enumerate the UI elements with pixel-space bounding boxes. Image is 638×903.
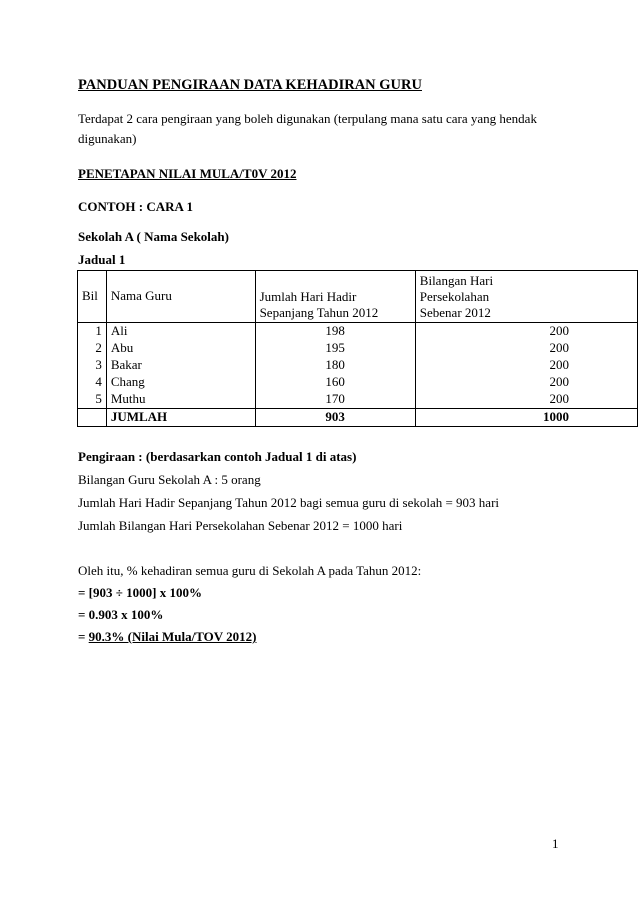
header-bil: Bil [78,271,107,323]
section-title: PENETAPAN NILAI MULA/T0V 2012 [78,166,297,181]
header-hari-line-2: Persekolahan [419,289,490,304]
header-hari-line-1: Bilangan Hari [419,273,494,288]
table-total-row [78,409,638,427]
cell-nama: Abu [106,340,255,357]
cell-nama: Muthu [106,391,255,409]
cell-nama: Bakar [106,357,255,374]
cell-total-label: JUMLAH [106,409,255,427]
formula-step-1: = [903 ÷ 1000] x 100% [78,585,202,600]
header-jumlah-hari-hadir [255,271,415,323]
cell-hari: 200 [415,357,637,374]
intro-paragraph: Terdapat 2 cara pengiraan yang boleh digunakan (terpulang mana satu cara yang hendak digunakan) [78,111,537,146]
school-line: Sekolah A ( Nama Sekolah) [78,229,229,244]
formula-step-3-prefix: = [78,629,89,644]
attendance-table [77,270,638,427]
example-title: CONTOH : CARA 1 [78,199,193,214]
header-bilangan-hari [415,271,637,323]
cell-total-hadir: 903 [255,409,415,427]
table-row [78,340,638,357]
therefore-line: Oleh itu, % kehadiran semua guru di Sekolah A pada Tahun 2012: [78,563,422,578]
cell-bil: 5 [78,391,107,409]
header-hadir-line-2: Sepanjang Tahun 2012 [259,305,379,320]
calculation-title: Pengiraan : (berdasarkan contoh Jadual 1 di atas) [78,449,357,464]
cell-hari: 200 [415,391,637,409]
cell-total-hari: 1000 [415,409,637,427]
header-hari-line-3: Sebenar 2012 [419,305,491,320]
formula-step-3 [78,629,256,645]
cell-bil: 3 [78,357,107,374]
cell-bil: 2 [78,340,107,357]
table-header-row [78,271,638,323]
cell-hadir: 160 [255,374,415,391]
table-row [78,357,638,374]
cell-hari: 200 [415,323,637,341]
cell-bil: 4 [78,374,107,391]
cell-hadir: 198 [255,323,415,341]
sum-days-line: Jumlah Bilangan Hari Persekolahan Sebenar 2012 = 1000 hari [78,518,403,533]
header-hadir-line-1: Jumlah Hari Hadir [259,289,357,304]
cell-bil: 1 [78,323,107,341]
sum-present-line: Jumlah Hari Hadir Sepanjang Tahun 2012 bagi semua guru di sekolah = 903 hari [78,495,500,510]
table-row [78,391,638,409]
cell-hadir: 180 [255,357,415,374]
cell-hadir: 170 [255,391,415,409]
formula-step-2: = 0.903 x 100% [78,607,164,622]
table-caption: Jadual 1 [78,252,126,267]
cell-total-bil [78,409,107,427]
formula-result: 90.3% (Nilai Mula/TOV 2012) [88,629,257,644]
document-title: PANDUAN PENGIRAAN DATA KEHADIRAN GURU [78,77,422,93]
table-row [78,374,638,391]
cell-hadir: 195 [255,340,415,357]
table-row [78,323,638,341]
cell-nama: Chang [106,374,255,391]
cell-hari: 200 [415,374,637,391]
page-number: 1 [552,836,559,851]
teacher-count-line: Bilangan Guru Sekolah A : 5 orang [78,472,261,487]
cell-hari: 200 [415,340,637,357]
header-nama-guru: Nama Guru [106,271,255,323]
cell-nama: Ali [106,323,255,341]
